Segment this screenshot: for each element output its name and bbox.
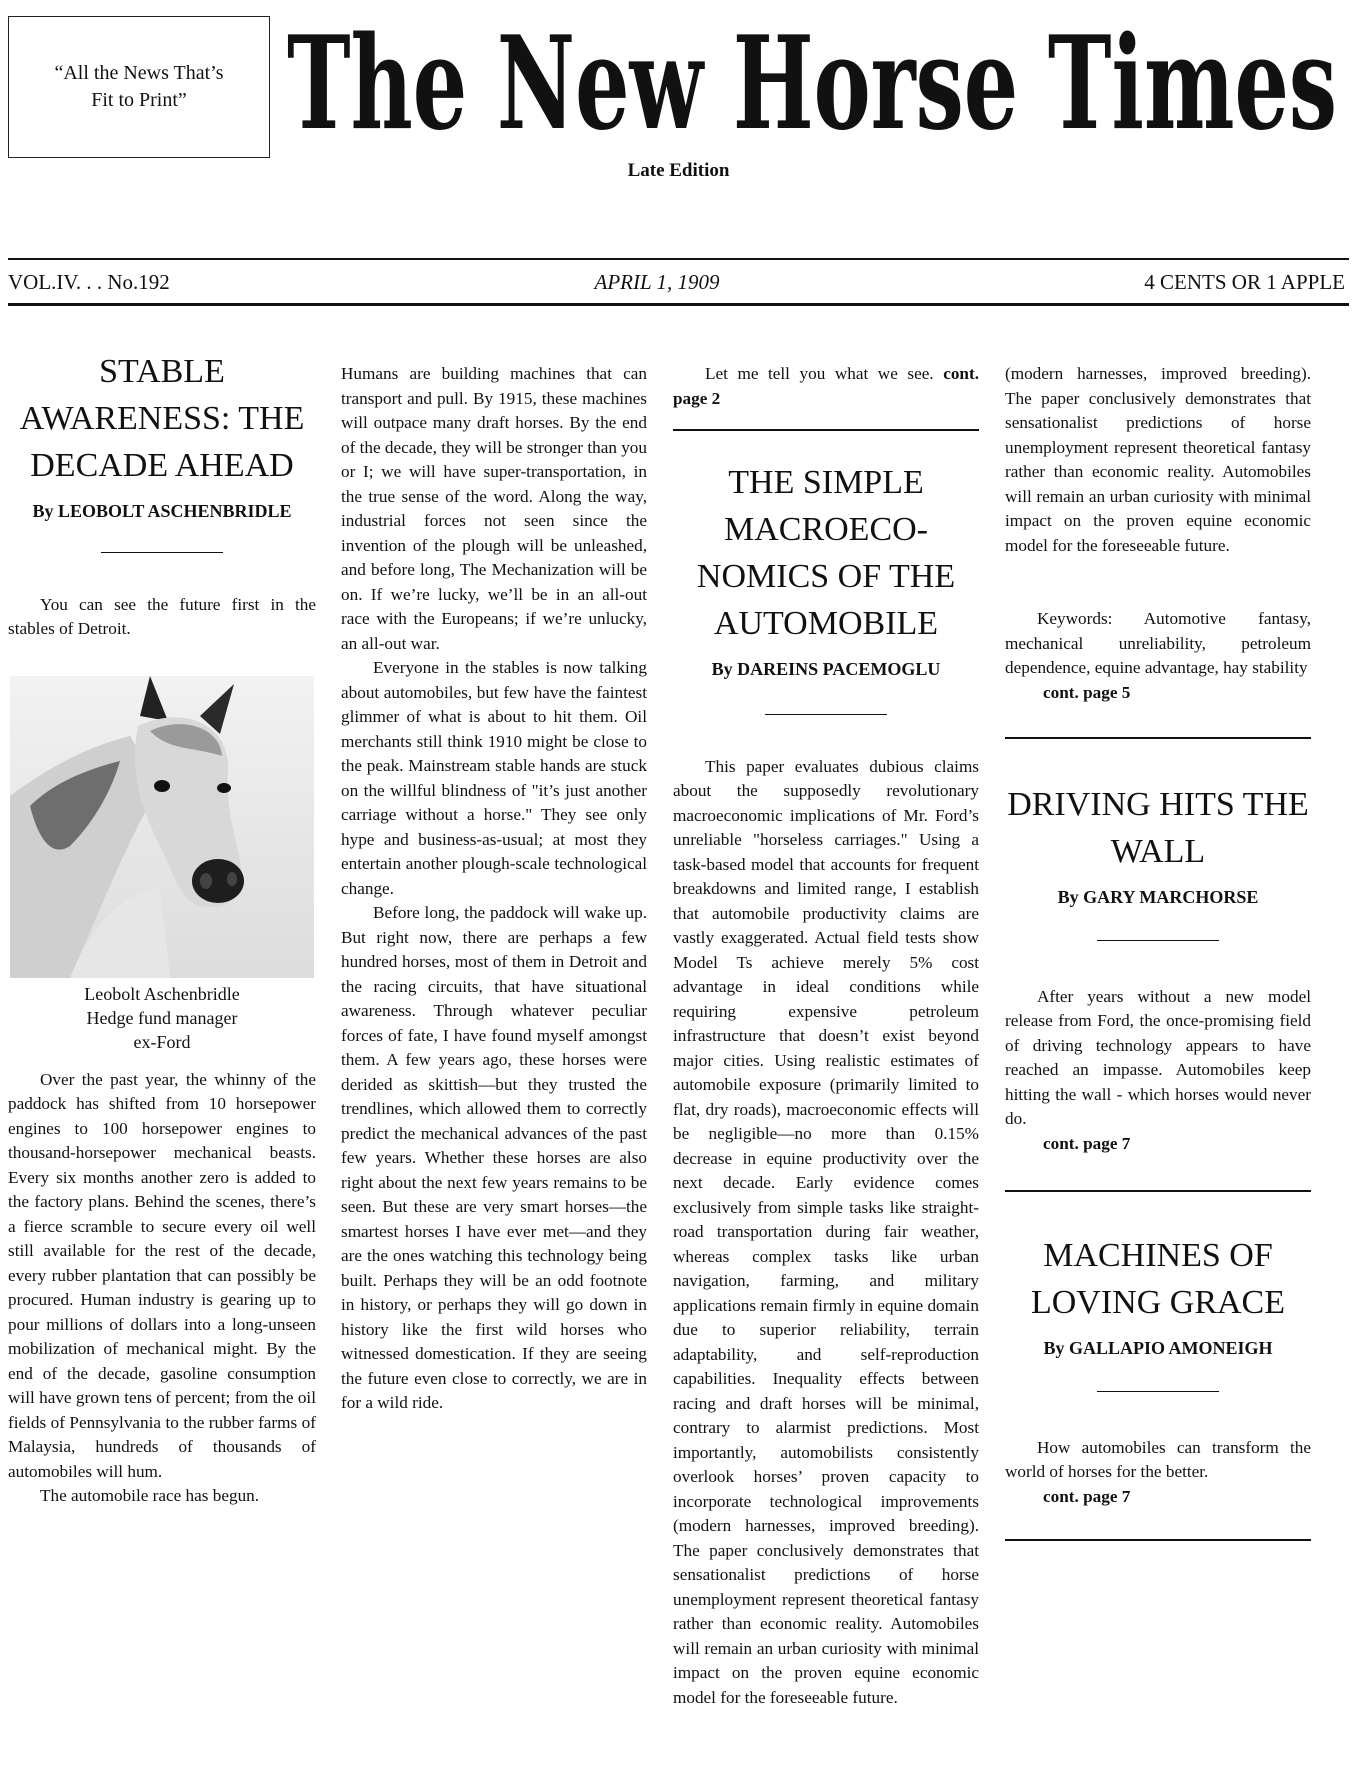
column-divider (1005, 1190, 1311, 1192)
photo-caption (8, 982, 316, 1054)
article2-keywords: Keywords: Automotive fantasy, mechanical unreliability, petroleum dependence, equine advantage, hay stability (1005, 609, 1311, 677)
article2-abstract-end: (modern harnesses, improved breeding). The paper conclusively demonstrates that sensationalist predictions of horse unemployment represent theoretical fantasy rather than economic reality. Automobiles will remain an urban curiosity with minimal impact on the proven equine economic model for the foreseeable future. (1005, 364, 1311, 555)
article2-headline[interactable]: THE SIMPLE MACROECO-NOMICS OF THE AUTOMOBILE (696, 464, 956, 642)
ear-slogan: “All the News That’s Fit to Print” (54, 62, 224, 111)
column-divider (1005, 737, 1311, 739)
edition-label: Late Edition (627, 160, 730, 181)
divider (1097, 1391, 1219, 1392)
article3-paragraph: After years without a new model release from Ford, the once-promising field of driving technology appears to have reached an impasse. Automobiles keep hitting the wall - which horses would never do. (1005, 986, 1311, 1128)
article1-continuation[interactable]: cont. page 2 (673, 364, 979, 408)
caption-line: Hedge fund manager (86, 1007, 238, 1028)
article3-continuation[interactable]: cont. page 7 (1043, 1133, 1131, 1153)
article2-body-part1 (673, 755, 979, 1765)
column-1 (8, 353, 316, 1509)
article3-headline[interactable]: DRIVING HITS THE WALL (1007, 786, 1309, 870)
column-divider (1005, 1539, 1311, 1541)
info-bar (8, 270, 1345, 295)
volume-number: VOL.IV. . . No.192 (8, 270, 170, 294)
article4-continuation[interactable]: cont. page 7 (1043, 1486, 1131, 1506)
article1-paragraph: The automobile race has begun. (40, 1486, 260, 1505)
article4-headline[interactable]: MACHINES OF LOVING GRACE (1030, 1237, 1286, 1321)
article1-paragraph: Everyone in the stables is now talking about automobiles, but few have the faintest glimmer of what is about to hit them. Oil merchants still think 1910 might be close to the peak. Mainstream stable hands are stuck on the willful blindness of "it’s just another carriage without a horse." They see only hype and business-as-usual; at most they entertain another plough-scale technological change. (341, 658, 647, 898)
issue-price: 4 CENTS OR 1 APPLE (1144, 270, 1345, 294)
article1-byline: By LEOBOLT ASCHENBRIDLE (32, 501, 292, 521)
article4-byline: By GALLAPIO AMONEIGH (1043, 1338, 1273, 1358)
article2-byline: By DAREINS PACEMOGLU (711, 659, 941, 679)
caption-line: Leobolt Aschenbridle (84, 983, 240, 1004)
caption-line: ex-Ford (133, 1031, 191, 1052)
divider (765, 714, 887, 715)
column-3 (673, 362, 979, 1765)
article1-headline[interactable]: STABLE AWARENESS: THE DECADE AHEAD (19, 353, 305, 484)
horse-photo (10, 676, 314, 978)
masthead-logo (280, 10, 1345, 160)
masthead (280, 10, 1345, 160)
column-4 (1005, 362, 1311, 1541)
column-divider (673, 429, 979, 431)
article1-paragraph: Before long, the paddock will wake up. But right now, there are perhaps a few hundred horses, most of them in Detroit and the racing circuits, that have situational awareness. Through whatever peculiar forces of fate, I have found myself amongst them. A few years ago, these horses were derided as skittish—but they trusted the trendlines, which allowed them to correctly predict the mechanical advances of the past few years. Whether these horses are also right about the next few years remains to be seen. But these are very smart horses—the smartest horses I have ever met—and they are the ones watching this technology being built. Perhaps they will be an odd footnote in history, or perhaps they will go down in history like the first wild horses who witnessed domestication. If they are seeing the future even close to correctly, we are in for a wild ride. (341, 903, 647, 1412)
article2-continuation[interactable]: cont. page 5 (1043, 682, 1131, 702)
header-rule-top (8, 258, 1349, 260)
article2-abstract: This paper evaluates dubious claims about the supposedly revolutionary macroeconomic implications of Mr. Ford’s unreliable "horseless carriages." Using a task-based model that accounts for frequent breakdowns and limited range, I establish that automobile productivity claims are vastly exaggerated. Actual field tests show Model Ts achieve merely 5% cost advantage in ideal conditions while requiring expensive petroleum infrastructure that doesn’t exist beyond major cities. Using realistic estimates of automobile exposure (primarily limited to flat, dry roads), macroeconomic effects will be negligible—no more than 0.15% decrease in equine productivity over the next decade. Early evidence comes exclusively from simple tasks like straight-road transportation during fair weather, whereas complex tasks like urban navigation, farming, and military applications remain firmly in equine domain due to superior reliability, terrain adaptability, and self-reproduction capabilities. Inequality effects between racing and draft horses will be minimal, contrary to alarmist predictions. Most importantly, automobilists consistently overlook horses’ proven capacity to incorporate technological improvements (modern harnesses, improved breeding). The paper conclusively demonstrates that sensationalist predictions of horse unemployment represent theoretical fantasy rather than economic reality. Automobiles will remain an urban curiosity with minimal impact on the proven equine economic model for the foreseeable future. (673, 756, 979, 1707)
divider (101, 552, 223, 553)
issue-date: APRIL 1, 1909 (594, 270, 720, 294)
article2-body-part2 (1005, 362, 1311, 607)
divider (1097, 940, 1219, 941)
article1-paragraph: Humans are building machines that can transport and pull. By 1915, these machines will outpace many draft horses. By the end of the decade, they will be stronger than you or I; we will have super-transportation, in the true sense of the word. Along the way, industrial forces not seen since the invention of the plough will be unleashed, and before long, The Mechanization will be on. If we’re lucky, we’ll be in an all-out race with the Europeans; if we’re unlucky, an all-out war. (341, 364, 647, 653)
horse-image (10, 676, 314, 978)
article1-lead: You can see the future first in the stables of Detroit. (8, 594, 316, 638)
article3-byline: By GARY MARCHORSE (1057, 887, 1259, 907)
article1-paragraph: Over the past year, the whinny of the paddock has shifted from 10 horsepower engines to 100 horsepower engines to thousand-horsepower mechanical beasts. Every six months another zero is added to the factory plans. Behind the scenes, there’s a fierce scramble to secure every oil well still available for the rest of the decade, every rubber plantation that can possibly be procured. Human industry is gearing up to pour millions of dollars into a long-unseen mobilization of mechanical might. By the end of the decade, gasoline consumption will have grown tens of percent; from the oil fields of Pennsylvania to the rubber farms of Malaysia, hundreds of thousands of automobiles will hum. (8, 1069, 316, 1481)
column-2 (341, 362, 647, 1416)
header-rule-bottom (8, 303, 1349, 306)
article1-paragraph: Let me tell you what we see. cont. page 2 (673, 364, 979, 408)
masthead-title: The New Horse Times (287, 10, 1337, 159)
article4-paragraph: How automobiles can transform the world of horses for the better. (1005, 1437, 1311, 1481)
ear-box (8, 16, 270, 158)
